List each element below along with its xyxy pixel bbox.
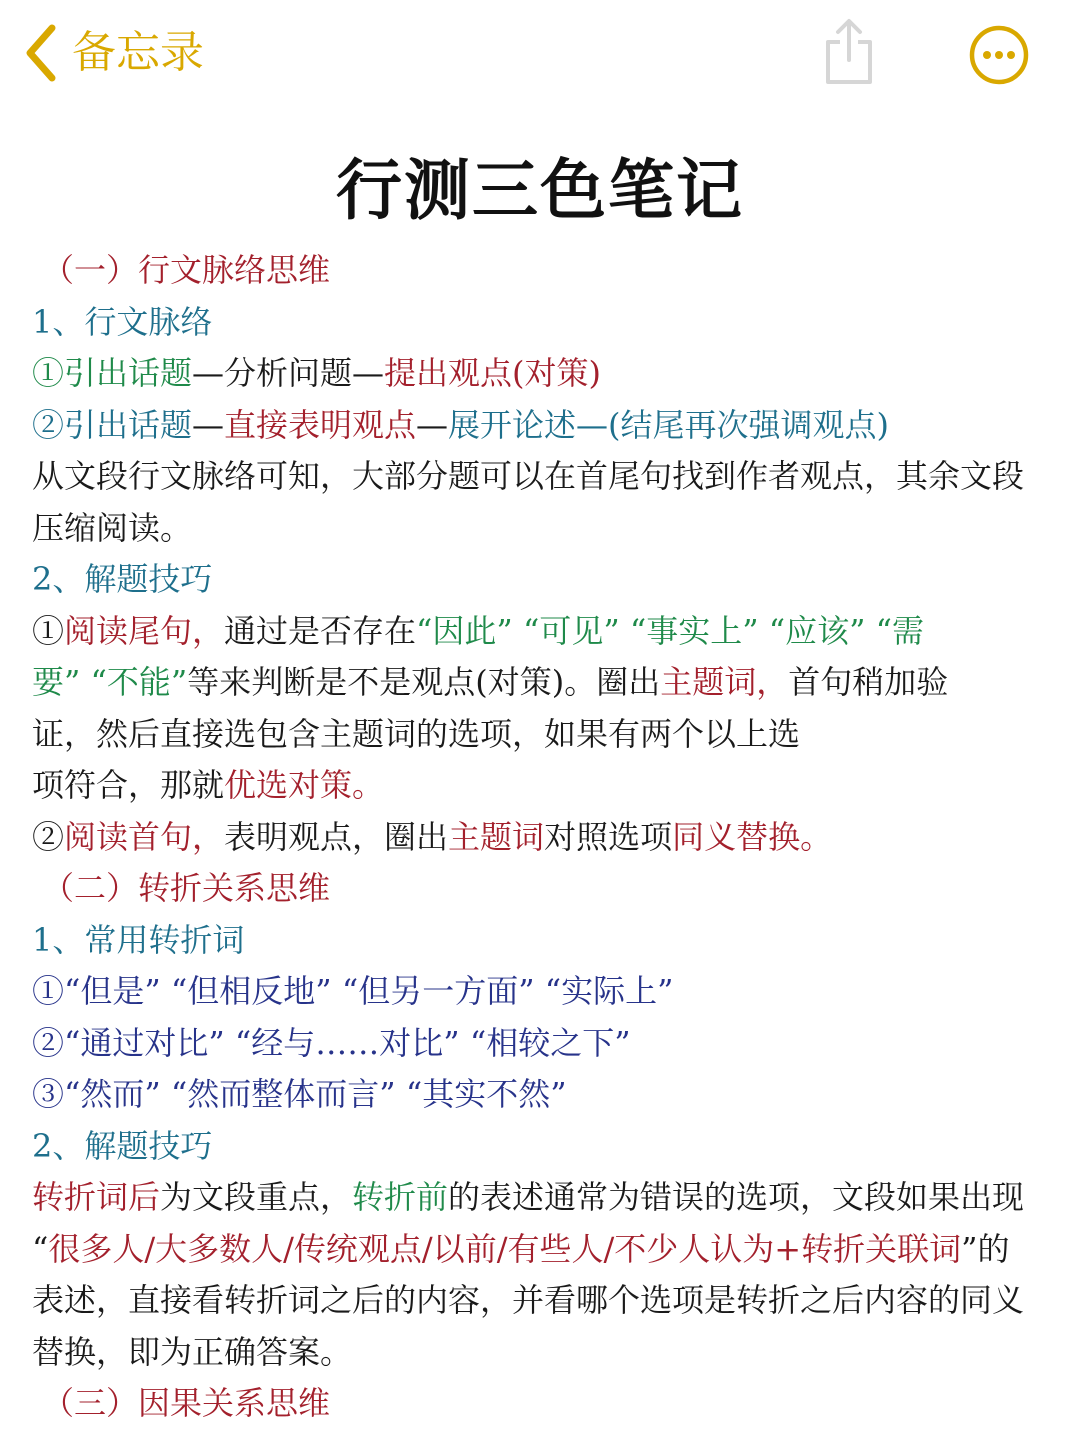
share-button[interactable] — [820, 16, 878, 90]
more-icon — [968, 24, 1030, 86]
navigation-bar — [0, 0, 1080, 120]
structure-line-1: ①引出话题—分析问题—提出观点(对策) — [32, 354, 602, 392]
technique-line-4: 项符合，那就优选对策。 — [32, 766, 385, 804]
paragraph-line: 表述，直接看转折词之后的内容，并看哪个选项是转折之后内容的同义 — [32, 1281, 1025, 1319]
structure-line-2: ②引出话题—直接表明观点—展开论述—(结尾再次强调观点) — [32, 405, 890, 444]
section-1-heading: （一）行文脉络思维 — [42, 251, 331, 289]
more-button[interactable] — [968, 24, 1030, 90]
back-button[interactable] — [22, 20, 204, 86]
paragraph-line: 压缩阅读。 — [32, 508, 193, 547]
section-2-subheading-2: 2、解题技巧 — [32, 1126, 213, 1165]
paragraph-line: 替换，即为正确答案。 — [32, 1332, 353, 1371]
transition-words-2: ②“通过对比” “经与……对比” “相较之下” — [32, 1023, 631, 1062]
section-2-heading: （二）转折关系思维 — [42, 869, 331, 907]
technique-line-3: 证，然后直接选包含主题词的选项，如果有两个以上选 — [32, 714, 801, 753]
note-title: 行测三色笔记 — [336, 151, 744, 229]
section-1-subheading-1: 1、行文脉络 — [32, 302, 213, 341]
paragraph-line: 转折词后为文段重点，转折前的表述通常为错误的选项，文段如果出现 — [32, 1178, 1025, 1216]
share-icon — [820, 16, 878, 86]
paragraph-line: “很多人/大多数人/传统观点/以前/有些人/不少人认为+转折关联词”的 — [32, 1229, 1010, 1268]
transition-words-1: ①“但是” “但相反地” “但另一方面” “实际上” — [32, 972, 674, 1010]
note-body[interactable] — [32, 245, 1042, 1430]
section-3-heading: （三）因果关系思维 — [42, 1384, 331, 1422]
section-1-subheading-2: 2、解题技巧 — [32, 560, 213, 598]
paragraph-line: 从文段行文脉络可知，大部分题可以在首尾句找到作者观点，其余文段 — [32, 457, 1025, 495]
chevron-left-icon — [22, 20, 58, 86]
back-label: 备忘录 — [72, 27, 204, 78]
technique-line-1: ①阅读尾句，通过是否存在“因此” “可见” “事实上” “应该” “需 — [32, 611, 925, 650]
technique-line-5: ②阅读首句，表明观点，圈出主题词对照选项同义替换。 — [32, 817, 833, 856]
technique-line-2: 要” “不能”等来判断是不是观点(对策)。圈出主题词，首句稍加验 — [32, 663, 949, 701]
section-2-subheading-1: 1、常用转折词 — [32, 920, 245, 959]
transition-words-3: ③“然而” “然而整体而言” “其实不然” — [32, 1075, 567, 1113]
